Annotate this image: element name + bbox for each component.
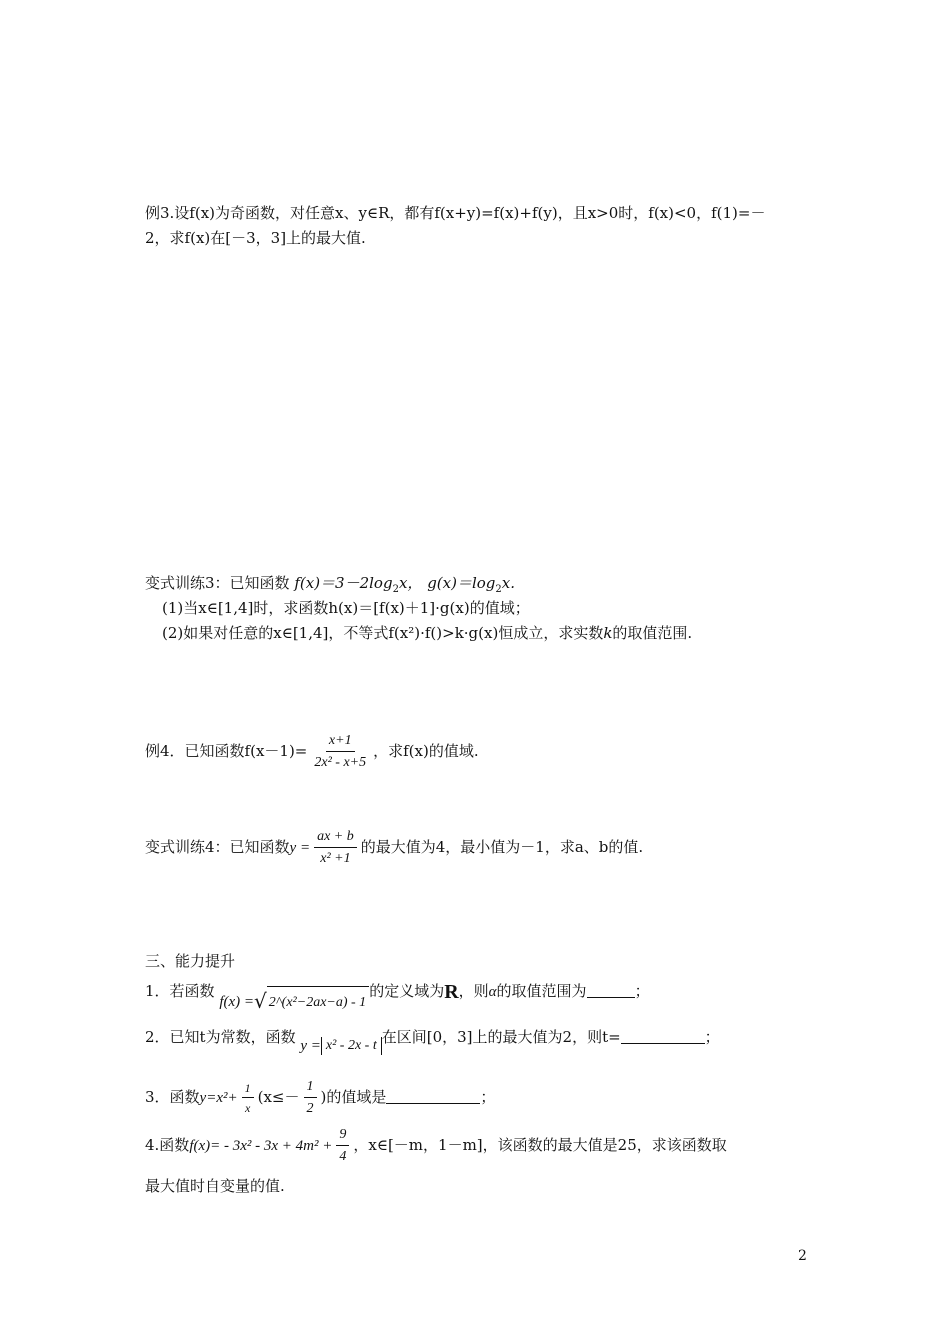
- fraction-numerator: x+1: [326, 733, 355, 752]
- fraction-denominator: 2x² - x+5: [314, 755, 367, 770]
- problem-4-line-1: [145, 1124, 727, 1167]
- q1-function: h(x)＝[f(x)＋1]·g(x)的值域；: [328, 599, 530, 617]
- section-3-title: 三、能力提升: [145, 952, 236, 970]
- sqrt-icon: √: [254, 989, 267, 1013]
- variant-3-head: 变式训练3：已知函数: [145, 574, 290, 592]
- problem-2: [145, 1024, 720, 1054]
- answer-blank[interactable]: [621, 1029, 705, 1044]
- fraction-numerator: 1: [242, 1081, 254, 1098]
- q2-inequality: f(x²)·f()>k·g(x)恒成立，求实数: [388, 624, 604, 642]
- problem-2-end: ；: [704, 1028, 720, 1046]
- g-definition: g(x)＝log: [427, 574, 496, 592]
- variant-4-y: y =: [289, 840, 311, 856]
- q1-domain: x∈[1,4]时，求函数: [198, 599, 329, 617]
- example-3-line-2: 2，求f(x)在[－3，3]上的最大值.: [145, 229, 366, 247]
- example-4-fraction: [311, 733, 369, 771]
- problem-4-fraction: [336, 1127, 349, 1165]
- problem-1-domain: 的定义域为: [369, 982, 445, 1000]
- problem-2-abs: x² - 2x - t: [321, 1037, 382, 1055]
- fraction-numerator: ax + b: [314, 829, 357, 848]
- problem-1-head: 1．若函数: [145, 982, 215, 1000]
- problem-1-sqrt: [254, 986, 369, 1018]
- page-number: 2: [798, 1248, 807, 1264]
- fraction-numerator: 9: [336, 1127, 349, 1146]
- variant-3-statement: [145, 573, 515, 600]
- f-definition-tail: x，: [398, 574, 423, 592]
- variant-4-tail: 的最大值为4，最小值为－1，求a、b的值.: [360, 838, 644, 856]
- problem-1: [145, 976, 650, 1013]
- answer-blank[interactable]: [386, 1089, 480, 1104]
- log-base: 2: [392, 584, 399, 595]
- q2-label: (2)如果对任意的: [162, 624, 274, 642]
- q1-label: (1)当: [162, 599, 199, 617]
- problem-1-alpha: α: [488, 984, 497, 1000]
- problem-1-f: f(x) =: [219, 994, 255, 1010]
- q2-domain: x∈[1,4]，不等式: [273, 624, 389, 642]
- problem-1-then: ，则: [458, 982, 489, 1000]
- g-definition-tail: x.: [501, 574, 515, 592]
- problem-3-fraction: [242, 1081, 254, 1115]
- q2-tail: 的取值范围.: [612, 624, 693, 642]
- problem-3-condition: (x≤－: [257, 1088, 300, 1106]
- problem-2-body: 在区间[0，3]上的最大值为2，则t=: [381, 1028, 621, 1046]
- problem-4-line-2: 最大值时自变量的值.: [145, 1177, 285, 1195]
- variant-4-head: 变式训练4：已知函数: [145, 838, 290, 856]
- problem-1-end: ；: [634, 982, 650, 1000]
- example-4-head: 例4．已知函数f(x－1)=: [145, 742, 308, 760]
- answer-blank[interactable]: [587, 983, 635, 998]
- fraction-denominator: 4: [339, 1149, 347, 1164]
- fraction-numerator: 1: [304, 1079, 317, 1098]
- problem-3-head: 3．函数: [145, 1088, 200, 1106]
- problem-1-radicand: 2^(x²−2ax−a) - 1: [267, 986, 369, 1018]
- example-4: [145, 730, 479, 772]
- fraction-denominator: x: [244, 1101, 251, 1115]
- problem-3-ask: )的值域是: [320, 1088, 387, 1106]
- problem-1-R: R: [444, 981, 459, 1003]
- example-4-tail: ，求f(x)的值域.: [373, 742, 479, 760]
- problem-1-ask: 的取值范围为: [496, 982, 587, 1000]
- fraction-denominator: x² +1: [320, 851, 351, 866]
- f-definition: f(x)＝3－2log: [294, 574, 393, 592]
- variant-4-fraction: [314, 829, 357, 867]
- variant-3-question-1: [162, 598, 530, 618]
- problem-3-end: ；: [480, 1088, 496, 1106]
- variant-4: [145, 826, 643, 869]
- q2-k: k: [603, 624, 613, 642]
- problem-3: [145, 1077, 495, 1118]
- problem-3-function: y=x²+: [199, 1090, 238, 1106]
- variant-3-question-2: [162, 623, 692, 643]
- example-3-line-1: 例3.设f(x)为奇函数，对任意x、y∈R，都有f(x+y)=f(x)+f(y)，且x>0时，f(x)<0，f(1)=－: [145, 204, 766, 222]
- problem-4-head: 4.函数: [145, 1136, 190, 1154]
- problem-4-function: f(x)= - 3x² - 3x + 4m² +: [189, 1138, 333, 1154]
- problem-2-y: y =: [300, 1038, 321, 1054]
- fraction-denominator: 2: [306, 1101, 314, 1116]
- log-base: 2: [495, 584, 502, 595]
- problem-3-half: [304, 1079, 317, 1117]
- problem-4-body: ，x∈[－m，1－m]，该函数的最大值是25，求该函数取: [353, 1136, 727, 1154]
- problem-2-head: 2．已知t为常数，函数: [145, 1028, 296, 1046]
